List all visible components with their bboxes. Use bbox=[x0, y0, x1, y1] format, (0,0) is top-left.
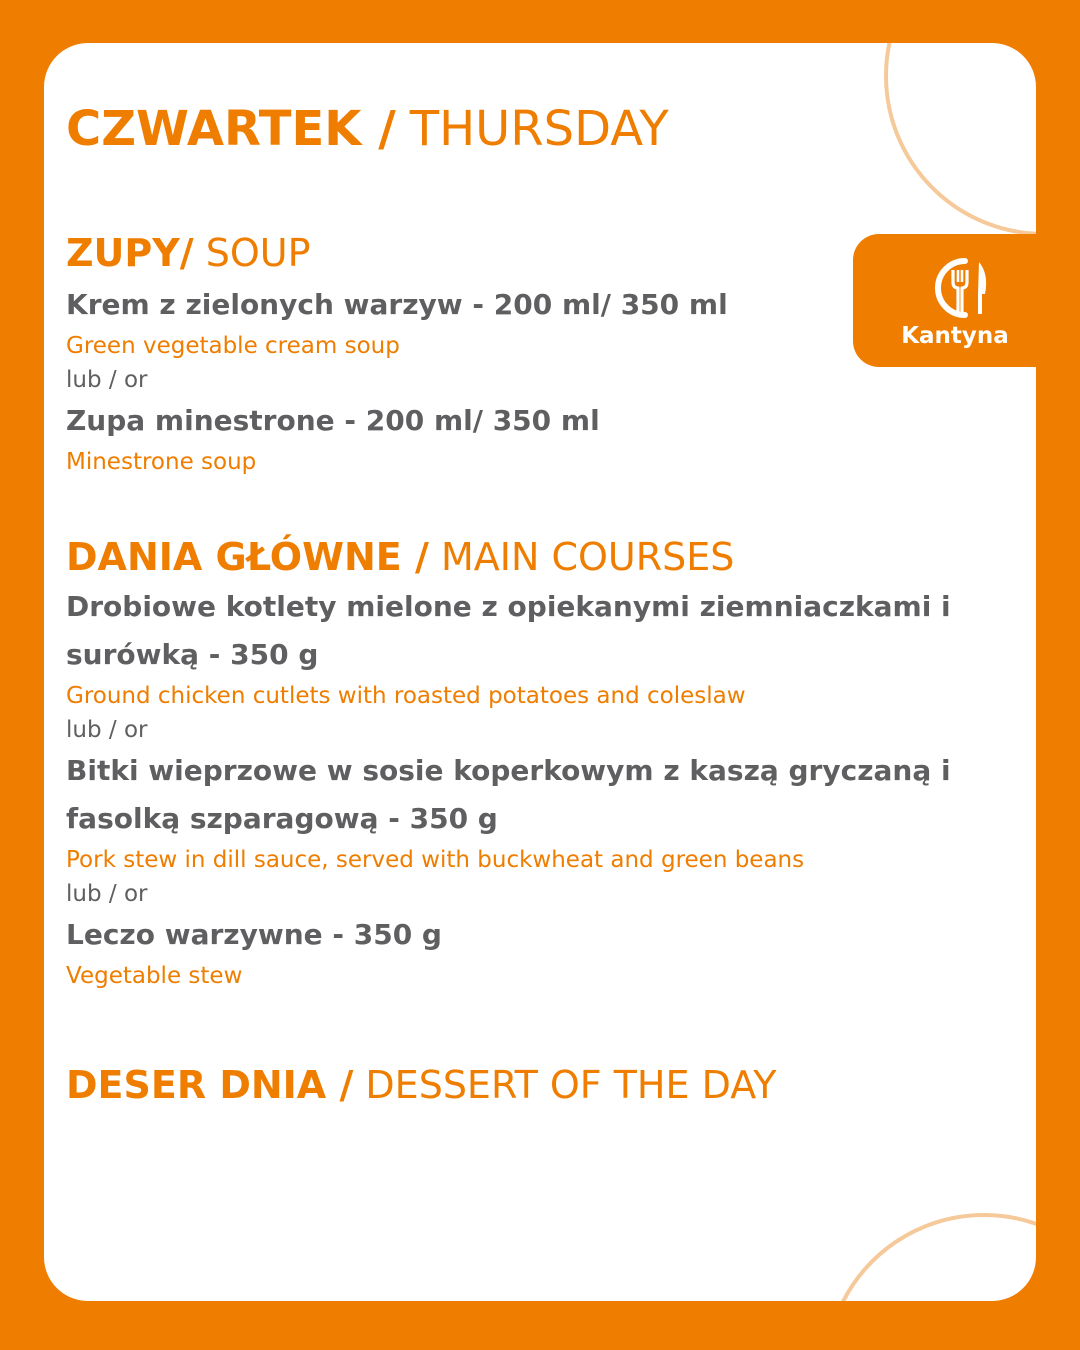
menu-card bbox=[44, 43, 1036, 1301]
main-3-name: Leczo warzywne - 350 g bbox=[66, 918, 442, 951]
soup-section bbox=[66, 231, 986, 479]
kantyna-logo-badge bbox=[853, 234, 1053, 367]
main-2-translation: Pork stew in dill sauce, served with buckwheat and green beans bbox=[66, 847, 805, 873]
dessert-section bbox=[66, 1063, 986, 1107]
main-separator-2: lub / or bbox=[66, 881, 148, 907]
page-title bbox=[66, 101, 669, 157]
soup-1-translation: Green vegetable cream soup bbox=[66, 333, 400, 359]
main-2-name: Bitki wieprzowe w sosie koperkowym z kaszą gryczaną i fasolką szparagową - 350 g bbox=[66, 754, 951, 835]
day-pl: CZWARTEK / bbox=[66, 101, 396, 157]
main-heading-en: MAIN COURSES bbox=[440, 535, 735, 579]
dessert-heading-pl: DESER DNIA / bbox=[66, 1063, 354, 1107]
soup-heading-pl: ZUPY/ bbox=[66, 231, 194, 275]
dessert-heading-en: DESSERT OF THE DAY bbox=[365, 1063, 777, 1107]
top-right-arc bbox=[886, 43, 1036, 234]
plate-fork-knife-icon bbox=[925, 248, 1005, 328]
soup-separator: lub / or bbox=[66, 367, 148, 393]
dessert-heading bbox=[66, 1063, 986, 1107]
soup-heading bbox=[66, 231, 986, 275]
soup-2-name: Zupa minestrone - 200 ml/ 350 ml bbox=[66, 404, 600, 437]
kantyna-label: Kantyna bbox=[901, 323, 1009, 349]
main-3-translation: Vegetable stew bbox=[66, 963, 243, 989]
day-en: THURSDAY bbox=[409, 101, 669, 157]
main-1-translation: Ground chicken cutlets with roasted potatoes and coleslaw bbox=[66, 683, 746, 709]
soup-1-name: Krem z zielonych warzyw - 200 ml/ 350 ml bbox=[66, 288, 728, 321]
soup-heading-en: SOUP bbox=[205, 231, 311, 275]
main-section bbox=[66, 535, 986, 993]
soup-2-translation: Minestrone soup bbox=[66, 449, 257, 475]
bottom-right-arc bbox=[826, 1215, 1036, 1301]
main-heading-pl: DANIA GŁÓWNE / bbox=[66, 535, 429, 579]
main-separator-1: lub / or bbox=[66, 717, 148, 743]
main-heading bbox=[66, 535, 986, 579]
main-1-name: Drobiowe kotlety mielone z opiekanymi ziemniaczkami i surówką - 350 g bbox=[66, 590, 951, 671]
